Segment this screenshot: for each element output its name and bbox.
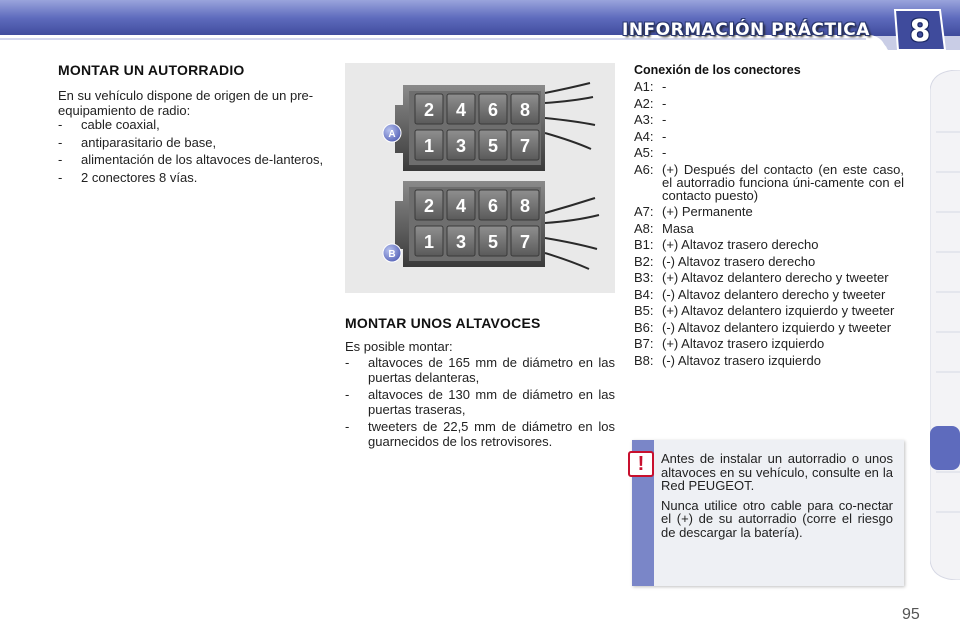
pin-number: 1	[423, 232, 435, 252]
svg-text:B: B	[388, 249, 396, 260]
badge-a	[383, 124, 401, 142]
pin-row	[634, 304, 904, 317]
pin-code: A7:	[634, 204, 654, 219]
pin-row	[634, 130, 904, 143]
pin-code: B8:	[634, 352, 654, 368]
pin-row	[634, 163, 904, 202]
pin-code: B6:	[634, 319, 654, 335]
warning-paragraph: Nunca utilice otro cable para co-nectar el (+) de su autorradio (corre el riesgo de descargar la batería).	[661, 497, 893, 540]
pin-number: 4	[455, 196, 467, 216]
pin-description: (-) Altavoz delantero derecho y tweeter	[662, 286, 886, 302]
list-item: - antiparasitario de base,	[58, 134, 217, 150]
pin-description: -	[662, 128, 667, 144]
pin-row	[634, 321, 904, 334]
pin-code: B5:	[634, 303, 654, 318]
list-item: - 2 conectores 8 vías.	[58, 169, 198, 185]
heading-autorradio: MONTAR UN AUTORRADIO	[58, 62, 245, 78]
pin-description: (+) Permanente	[662, 204, 753, 219]
pin-description: (+) Después del contacto (en este caso, el autorradio funciona úni-camente con el contacto puesto)	[662, 161, 904, 203]
pin-row	[634, 255, 904, 268]
pin-number: 8	[519, 100, 531, 120]
pin-description: (+) Altavoz delantero derecho y tweeter	[662, 270, 889, 285]
badge-b	[383, 244, 401, 262]
pin-code: A6:	[634, 161, 654, 177]
connector-illustration	[345, 63, 615, 293]
list-item: - tweeters de 22,5 mm de diámetro en los guarnecidos de los retrovisores.	[345, 419, 615, 449]
pin-description: (-) Altavoz trasero derecho	[662, 253, 816, 269]
pin-description: (-) Altavoz delantero izquierdo y tweeter	[662, 319, 892, 335]
page-header	[0, 0, 960, 50]
pin-description: -	[662, 95, 667, 111]
warning-icon: !	[628, 451, 654, 477]
list-item: - cable coaxial,	[58, 117, 160, 132]
pin-row	[634, 146, 904, 159]
active-chapter-tab	[930, 426, 960, 470]
pin-code: B7:	[634, 336, 654, 351]
pin-code: B2:	[634, 253, 654, 269]
altavoces-list	[345, 356, 615, 452]
pin-code: A8:	[634, 220, 654, 236]
pin-code: B1:	[634, 237, 654, 252]
pin-code: A4:	[634, 128, 654, 144]
pin-row	[634, 238, 904, 251]
pin-row	[634, 288, 904, 301]
pin-number: 1	[423, 136, 435, 156]
pin-number: 7	[519, 136, 531, 156]
pin-list	[634, 80, 904, 370]
pin-number: 2	[423, 196, 435, 216]
pin-number: 5	[487, 136, 499, 156]
svg-text:A: A	[388, 129, 396, 140]
warning-text	[661, 452, 893, 545]
chapter-tabs	[930, 70, 960, 580]
pin-number: 2	[423, 100, 435, 120]
pin-row	[634, 222, 904, 235]
pin-description: Masa	[662, 220, 694, 236]
pin-description: -	[662, 145, 667, 160]
pin-number: 8	[519, 196, 531, 216]
chapter-number: 8	[909, 14, 931, 49]
pin-code: A2:	[634, 95, 654, 111]
pin-number: 4	[455, 100, 467, 120]
connections-title: Conexión de los conectores	[634, 63, 801, 77]
pin-number: 6	[487, 100, 499, 120]
heading-altavoces: MONTAR UNOS ALTAVOCES	[345, 315, 541, 331]
pin-description: -	[662, 112, 667, 127]
pin-number: 3	[455, 136, 467, 156]
pin-description: (+) Altavoz delantero izquierdo y tweeter	[662, 303, 895, 318]
autorradio-list	[58, 118, 326, 188]
pin-code: B4:	[634, 286, 654, 302]
pin-description: (+) Altavoz trasero izquierdo	[662, 336, 825, 351]
pin-row	[634, 337, 904, 350]
pin-code: A1:	[634, 79, 654, 94]
pin-code: B3:	[634, 270, 654, 285]
pin-row	[634, 113, 904, 126]
autorradio-intro: En su vehículo dispone de origen de un pre-equipamiento de radio:	[58, 88, 314, 118]
list-item: - altavoces de 165 mm de diámetro en las puertas delanteras,	[345, 355, 615, 385]
pin-row	[634, 271, 904, 284]
pin-row	[634, 80, 904, 93]
pin-row	[634, 354, 904, 367]
pin-code: A5:	[634, 145, 654, 160]
pin-number: 6	[487, 196, 499, 216]
section-title: INFORMACIÓN PRÁCTICA	[622, 20, 870, 40]
page-number: 95	[902, 606, 920, 623]
altavoces-intro: Es posible montar:	[345, 339, 453, 354]
list-item: - alimentación de los altavoces de-lanteros,	[58, 152, 324, 167]
pin-number: 3	[455, 232, 467, 252]
pin-number: 5	[487, 232, 499, 252]
pin-row	[634, 205, 904, 218]
pin-code: A3:	[634, 112, 654, 127]
pin-description: (+) Altavoz trasero derecho	[662, 237, 819, 252]
list-item: - altavoces de 130 mm de diámetro en las puertas traseras,	[345, 387, 615, 417]
pin-description: (-) Altavoz trasero izquierdo	[662, 352, 821, 368]
pin-row	[634, 97, 904, 110]
pin-number: 7	[519, 232, 531, 252]
pin-description: -	[662, 79, 667, 94]
warning-paragraph: Antes de instalar un autorradio o unos altavoces en su vehículo, consulte en la Red PEUGEOT.	[661, 451, 893, 493]
